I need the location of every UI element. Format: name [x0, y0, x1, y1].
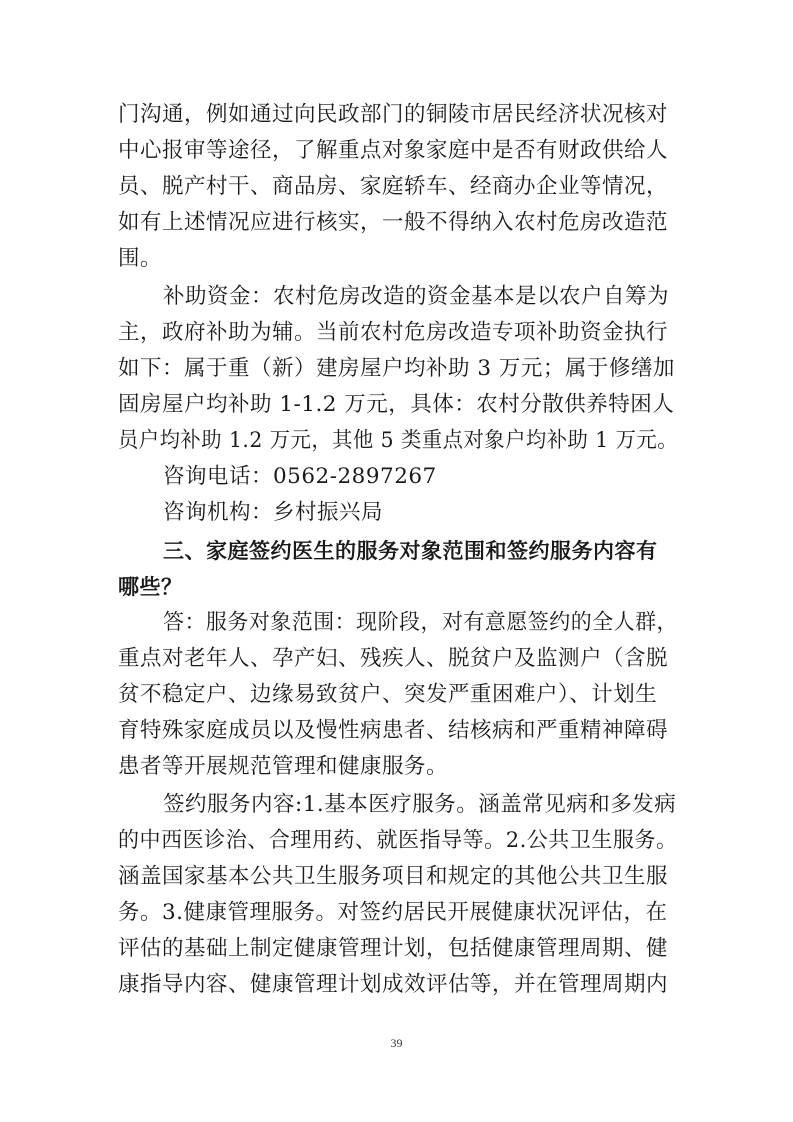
- text-line: 员户均补助 1.2 万元，其他 5 类重点对象户均补助 1 万元。: [118, 428, 679, 453]
- text-line: 主，政府补助为辅。当前农村危房改造专项补助资金执行: [118, 320, 669, 345]
- text-line: 患者等开展规范管理和健康服务。: [118, 754, 449, 779]
- text-line: 评估的基础上制定健康管理计划，包括健康管理周期、健: [118, 936, 669, 961]
- text-line: 门沟通，例如通过向民政部门的铜陵市居民经济状况核对: [118, 102, 669, 127]
- text-line: 签约服务内容:1.基本医疗服务。涵盖常见病和多发病: [163, 792, 677, 817]
- text-line: 重点对老年人、孕产妇、残疾人、脱贫户及监测户（含脱: [118, 646, 669, 671]
- text-line: 咨询电话：0562-2897267: [163, 464, 437, 489]
- text-line: 中心报审等途径，了解重点对象家庭中是否有财政供给人: [118, 138, 669, 163]
- text-line: 涵盖国家基本公共卫生服务项目和规定的其他公共卫生服: [118, 864, 669, 889]
- text-line: 如有上述情况应进行核实，一般不得纳入农村危房改造范: [118, 210, 669, 235]
- text-line: 围。: [118, 246, 163, 271]
- text-line: 补助资金：农村危房改造的资金基本是以农户自筹为: [163, 284, 670, 309]
- section-heading: 哪些？: [118, 575, 183, 599]
- text-line: 答：服务对象范围：现阶段，对有意愿签约的全人群，: [163, 610, 679, 635]
- text-line: 咨询机构：乡村振兴局: [163, 500, 384, 525]
- text-line: 贫不稳定户、边缘易致贫户、突发严重困难户）、计划生: [118, 682, 658, 707]
- text-line: 如下：属于重（新）建房屋户均补助 3 万元；属于修缮加: [118, 356, 675, 381]
- text-line: 固房屋户均补助 1-1.2 万元，具体：农村分散供养特困人: [118, 392, 675, 417]
- text-line: 的中西医诊治、合理用药、就医指导等。2.公共卫生服务。: [118, 828, 678, 853]
- section-heading: 三、家庭签约医生的服务对象范围和签约服务内容有: [163, 539, 658, 563]
- text-line: 育特殊家庭成员以及慢性病患者、结核病和严重精神障碍: [118, 718, 669, 743]
- page-number: 39: [390, 1036, 403, 1050]
- text-line: 员、脱产村干、商品房、家庭轿车、经商办企业等情况，: [118, 174, 669, 199]
- text-line: 务。3.健康管理服务。对签约居民开展健康状况评估，在: [118, 900, 668, 925]
- text-line: 康指导内容、健康管理计划成效评估等，并在管理周期内: [118, 972, 669, 997]
